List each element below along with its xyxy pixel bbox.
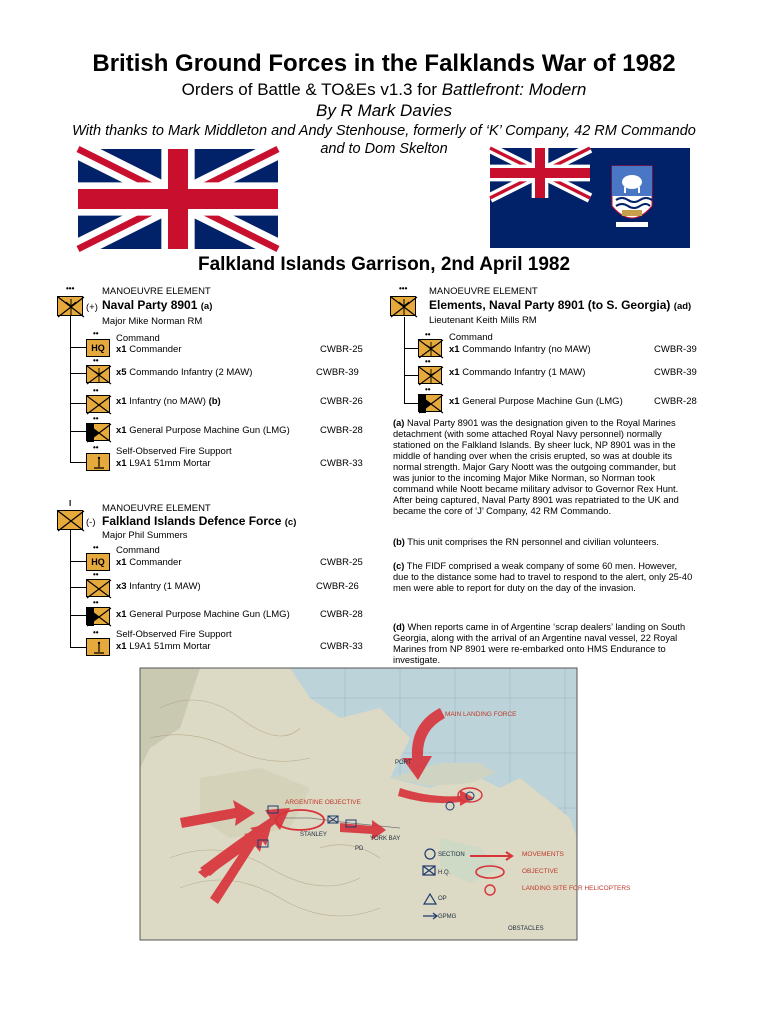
row-qty: x1 — [116, 557, 127, 568]
map-label-movements: MOVEMENTS — [522, 851, 564, 858]
row-desc: Infantry (no MAW) — [126, 396, 209, 407]
row-code: CWBR-25 — [320, 344, 363, 355]
map-label-landing-force: MAIN LANDING FORCE — [445, 711, 517, 718]
row-code: CWBR-39 — [316, 367, 359, 378]
note-text: The FIDF comprised a weak company of some 60 men. However, due to the distance some had to travel to respond to the alert, only 25-40 men were able to report for duty on the day of the invasion. — [393, 561, 693, 593]
row-code: CWBR-25 — [320, 557, 363, 568]
size-dots: •• — [425, 330, 431, 339]
size-dots: •• — [93, 598, 99, 607]
map-legend-obstacles: OBSTACLES — [508, 926, 544, 932]
row-text — [116, 641, 211, 652]
row-text — [116, 581, 201, 592]
row-desc: General Purpose Machine Gun (LMG) — [459, 396, 623, 407]
row-qty: x1 — [116, 609, 127, 620]
row-label: Command — [116, 545, 160, 556]
tree-line — [404, 317, 405, 403]
map-label-port: PORT — [395, 760, 412, 766]
element-caption: MANOEUVRE ELEMENT — [102, 503, 211, 514]
row-desc: General Purpose Machine Gun (LMG) — [126, 609, 290, 620]
infantry-icon — [86, 395, 110, 413]
note-tag: (c) — [393, 561, 405, 571]
row-desc: L9A1 51mm Mortar — [126, 458, 211, 469]
row-label: Command — [116, 333, 160, 344]
element-title — [102, 514, 296, 528]
element-tag: (c) — [284, 517, 297, 528]
row-qty: x3 — [116, 581, 127, 592]
row-desc: Commando Infantry (1 MAW) — [459, 367, 586, 378]
row-qty: x1 — [116, 425, 127, 436]
size-dots: •• — [425, 357, 431, 366]
infantry-icon — [86, 579, 110, 597]
falkland-islands-flag — [490, 148, 690, 248]
tree-branch — [70, 647, 86, 648]
row-text — [116, 609, 290, 620]
element-caption: MANOEUVRE ELEMENT — [429, 286, 538, 297]
row-label: Self-Observed Fire Support — [116, 446, 232, 457]
row-desc: Infantry (1 MAW) — [126, 581, 201, 592]
element-name: Naval Party 8901 — [102, 298, 198, 312]
author-line: By R Mark Davies — [315, 101, 453, 120]
note-tag: (d) — [393, 622, 405, 632]
note-tag: (b) — [393, 537, 405, 547]
subtitle — [0, 80, 768, 100]
row-label: Self-Observed Fire Support — [116, 629, 232, 640]
subtitle-prefix: Orders of Battle & TO&Es v1.3 for — [181, 80, 442, 99]
element-commander: Lieutenant Keith Mills RM — [429, 315, 537, 326]
map-legend-op: OP — [438, 896, 447, 902]
infantry-company-icon — [57, 510, 83, 530]
note-c — [393, 561, 693, 594]
row-qty: x1 — [116, 344, 127, 355]
row-text — [449, 396, 623, 407]
note-text: Naval Party 8901 was the designation given to the Royal Marines detachment (with some attached Royal Navy personnel) normally stationed on the Falkland Islands. By sheer luck, NP 8901 was in the middle of handing over when the crisis erupted, so was at double its normal strength. Major Gary Noott was the outgoing commander, but was junior to the incoming Major Mike Norman, so Norman took command while Noott became military advisor to Governor Rex Hunt. After being captured, Naval Party 8901 was repatriated to the UK and became the core of ‘J’ Company, 42 RM Commando. — [393, 418, 679, 516]
element-tag: (ad) — [673, 301, 692, 312]
size-dots: •• — [93, 414, 99, 423]
row-qty: x5 — [116, 367, 127, 378]
commando-infantry-icon — [86, 365, 110, 383]
row-desc: L9A1 51mm Mortar — [126, 641, 211, 652]
row-code: CWBR-39 — [654, 344, 697, 355]
thanks-line-1: With thanks to Mark Middleton and Andy Stenhouse, formerly of ‘K’ Company, 42 RM Commando — [72, 123, 696, 139]
element-tag: (a) — [200, 301, 213, 312]
tree-branch — [70, 373, 86, 374]
map-label-pd: PD — [355, 846, 364, 852]
tree-branch — [70, 403, 86, 404]
machine-gun-icon — [86, 423, 110, 441]
size-dots: •• — [93, 329, 99, 338]
size-dots: •• — [93, 543, 99, 552]
map-label-objective: OBJECTIVE — [522, 868, 559, 875]
commando-symbol-icon — [57, 296, 83, 316]
row-text — [449, 344, 591, 355]
row-code: CWBR-39 — [654, 367, 697, 378]
row-text — [116, 557, 182, 568]
row-code: CWBR-28 — [320, 609, 363, 620]
tree-branch — [70, 561, 86, 562]
row-qty: x1 — [449, 344, 460, 355]
page-title: British Ground Forces in the Falklands War of 1982 — [92, 50, 676, 77]
element-caption: MANOEUVRE ELEMENT — [102, 286, 211, 297]
row-qty: x1 — [116, 458, 127, 469]
row-desc: Commando Infantry (no MAW) — [459, 344, 591, 355]
commando-infantry-icon — [418, 339, 442, 357]
row-code: CWBR-26 — [320, 396, 363, 407]
row-label: Command — [449, 332, 493, 343]
tree-branch — [70, 347, 86, 348]
size-dots: •• — [93, 386, 99, 395]
row-desc: General Purpose Machine Gun (LMG) — [126, 425, 290, 436]
section-title: Falkland Islands Garrison, 2nd April 1982 — [197, 254, 571, 275]
hq-symbol-icon: HQ — [86, 339, 110, 357]
invasion-map — [140, 668, 631, 940]
thanks-line-2: and to Dom Skelton — [320, 141, 448, 157]
tree-branch — [70, 462, 86, 463]
map-label-landing-site: LANDING SITE FOR HELICOPTERS — [522, 885, 631, 892]
machine-gun-icon — [418, 394, 442, 412]
size-dots: •• — [93, 628, 99, 637]
element-commander: Major Phil Summers — [102, 530, 188, 541]
subtitle-game: Battlefront: Modern — [441, 80, 587, 99]
row-code: CWBR-26 — [316, 581, 359, 592]
note-a — [393, 418, 693, 517]
mortar-icon — [86, 453, 110, 471]
map-legend-hq: H.Q. — [438, 870, 451, 876]
tree-branch — [404, 375, 418, 376]
size-dots: •• — [93, 356, 99, 365]
tree-line — [70, 530, 71, 648]
row-text — [449, 367, 585, 378]
hq-symbol-icon: HQ — [86, 553, 110, 571]
row-desc: Commando Infantry (2 MAW) — [126, 367, 253, 378]
size-dots: •• — [425, 385, 431, 394]
element-title — [429, 298, 691, 312]
mortar-icon — [86, 638, 110, 656]
size-dots: I — [69, 499, 72, 508]
row-code: CWBR-33 — [320, 458, 363, 469]
row-qty: x1 — [449, 367, 460, 378]
tree-branch — [404, 403, 418, 404]
element-commander: Major Mike Norman RM — [102, 316, 203, 327]
note-text: When reports came in of Argentine ‘scrap dealers’ landing on South Georgia, along with the arrival of an Argentine naval vessel, 22 Royal Marines from NP 8901 were re-embarked onto HMS Endurance to investigate. — [393, 622, 686, 665]
row-code: CWBR-28 — [320, 425, 363, 436]
tree-branch — [404, 348, 418, 349]
row-desc: Commander — [126, 344, 182, 355]
map-legend-section: SECTION — [438, 852, 465, 858]
machine-gun-icon — [86, 607, 110, 625]
commando-symbol-icon — [390, 296, 416, 316]
note-text: This unit comprises the RN personnel and civilian volunteers. — [404, 537, 659, 547]
tree-branch — [70, 615, 86, 616]
note-tag: (a) — [393, 418, 405, 428]
note-d — [393, 622, 693, 666]
row-code: CWBR-33 — [320, 641, 363, 652]
row-code: CWBR-28 — [654, 396, 697, 407]
row-note-ref: (b) — [208, 396, 221, 407]
size-dots: •• — [93, 443, 99, 452]
size-dots: ••• — [399, 284, 408, 293]
map-legend-gpmg: GPMG — [438, 914, 457, 920]
row-text — [116, 425, 290, 436]
size-dots: ••• — [66, 284, 75, 293]
size-dots: •• — [93, 570, 99, 579]
element-modifier: (-) — [86, 517, 96, 528]
commando-infantry-icon — [418, 366, 442, 384]
row-desc: Commander — [126, 557, 182, 568]
tree-branch — [70, 431, 86, 432]
row-qty: x1 — [449, 396, 460, 407]
tree-line — [70, 316, 71, 462]
row-qty: x1 — [116, 396, 127, 407]
union-flag — [78, 149, 278, 249]
row-text — [116, 367, 252, 378]
map-label-place: YORK BAY — [370, 836, 401, 842]
element-name: Elements, Naval Party 8901 (to S. Georgia) — [429, 298, 671, 312]
note-b — [393, 537, 693, 548]
row-text — [116, 344, 182, 355]
map-label-stanley: STANLEY — [300, 832, 327, 838]
element-modifier: (+) — [86, 302, 98, 313]
row-qty: x1 — [116, 641, 127, 652]
element-name: Falkland Islands Defence Force — [102, 514, 282, 528]
row-text — [116, 458, 211, 469]
map-label-argentine-objective: ARGENTINE OBJECTIVE — [285, 799, 361, 806]
element-title — [102, 298, 212, 312]
tree-branch — [70, 587, 86, 588]
row-text — [116, 396, 221, 407]
